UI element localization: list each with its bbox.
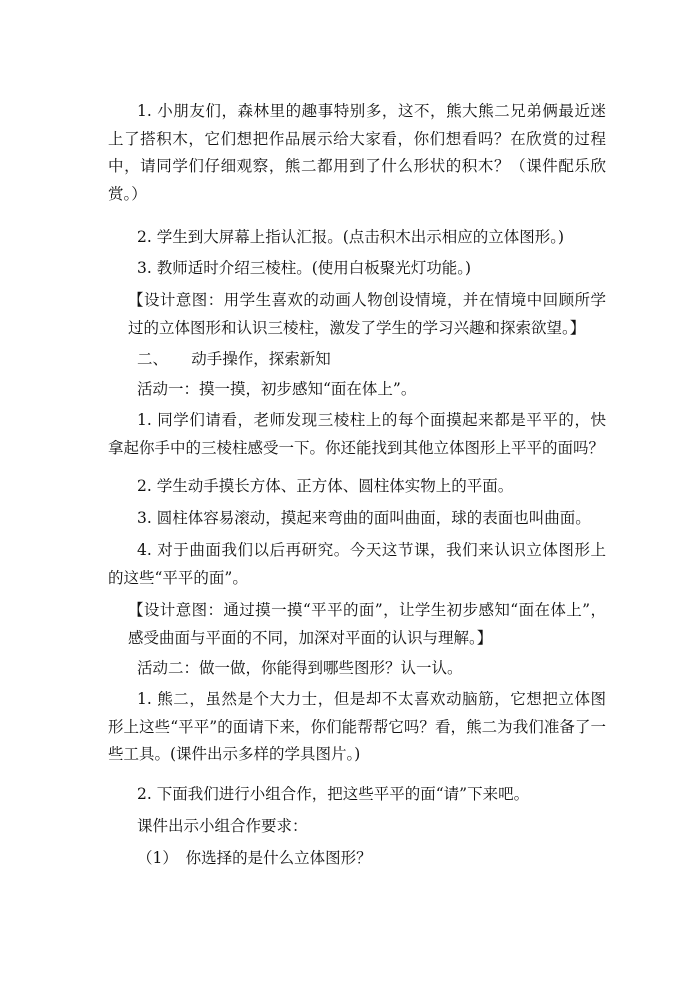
paragraph-activity1-3: 3. 圆柱体容易滚动，摸起来弯曲的面叫曲面，球的表面也叫曲面。 [137,509,591,527]
paragraph-activity1-1: 1. 同学们请看，老师发现三棱柱上的每个面摸起来都是平平的，快拿起你手中的三棱柱感受一下。你还能找到其他立体图形上平平的面吗？ [108,411,606,457]
paragraph-activity1-2: 2. 学生动手摸长方体、正方体、圆柱体实物上的平面。 [137,477,514,495]
design-intent-2: 【设计意图：通过摸一摸“平平的面”，让学生初步感知“面在体上”，感受曲面与平面的不同，加深对平面的认识与理解。】 [128,601,606,647]
paragraph-question-1: （1） 你选择的是什么立体图形？ [137,849,372,867]
section-heading-2: 二、 动手操作，探索新知 [137,350,331,368]
paragraph-3: 3. 教师适时介绍三棱柱。(使用白板聚光灯功能。) [137,259,472,277]
paragraph-activity1-4: 4. 对于曲面我们以后再研究。今天这节课，我们来认识立体图形上的这些“平平的面”。 [108,541,606,587]
activity-1-title: 活动一：摸一摸，初步感知“面在体上”。 [137,380,417,398]
paragraph-activity2-1: 1. 熊二，虽然是个大力士，但是却不太喜欢动脑筋，它想把立体图形上这些“平平”的面请下来，你们能帮帮它吗？看，熊二为我们准备了一些工具。(课件出示多样的学具图片。) [108,690,606,763]
paragraph-2: 2. 学生到大屏幕上指认汇报。(点击积木出示相应的立体图形。) [137,228,565,246]
paragraph-courseware-requirements: 课件出示小组合作要求： [137,817,308,835]
paragraph-activity2-2: 2. 下面我们进行小组合作，把这些平平的面“请”下来吧。 [137,785,530,803]
paragraph-1: 1. 小朋友们，森林里的趣事特别多，这不，熊大熊二兄弟俩最近迷上了搭积木，它们想把作品展示给大家看，你们想看吗？在欣赏的过程中，请同学们仔细观察，熊二都用到了什么形状的积木？（课件配乐欣赏。） [108,102,606,203]
activity-2-title: 活动二：做一做，你能得到哪些图形？认一认。 [137,659,463,677]
design-intent-1: 【设计意图：用学生喜欢的动画人物创设情境，并在情境中回顾所学过的立体图形和认识三棱柱，激发了学生的学习兴趣和探索欲望。】 [128,291,606,337]
